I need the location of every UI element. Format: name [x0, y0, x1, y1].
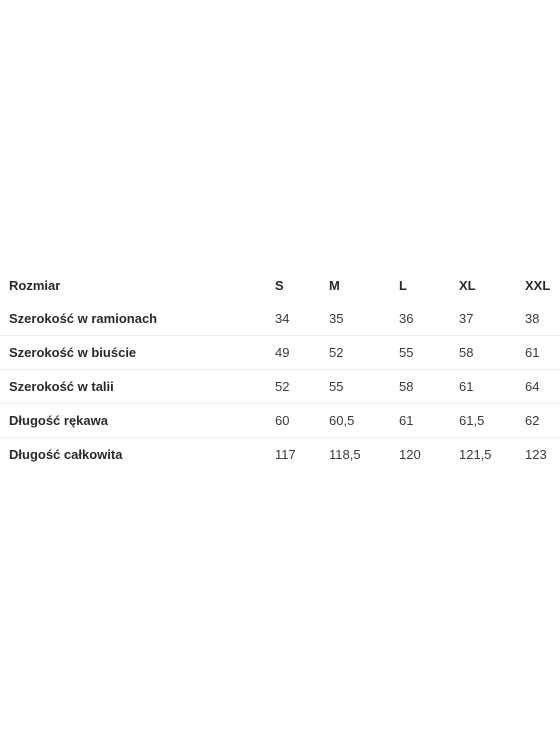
header-size-l: L — [399, 278, 407, 293]
row-label: Szerokość w biuście — [0, 336, 275, 370]
cell-value: 61,5 — [459, 404, 525, 438]
header-size-xl: XL — [459, 278, 476, 293]
cell-value: 118,5 — [329, 438, 399, 472]
cell-value: 58 — [459, 336, 525, 370]
table-row-waist-width — [0, 370, 560, 404]
row-label: Szerokość w ramionach — [9, 311, 158, 326]
cell-value: 121,5 — [459, 438, 525, 472]
cell-value: 55 — [329, 370, 399, 404]
header-size-xxl: XXL — [525, 278, 551, 293]
table-header-row — [0, 269, 560, 302]
cell-value: 62 — [525, 404, 560, 438]
header-size-m: M — [329, 278, 340, 293]
cell-value: 55 — [399, 336, 459, 370]
cell-value: 120 — [399, 438, 459, 472]
cell-value: 60 — [275, 404, 329, 438]
cell-value: 61 — [459, 370, 525, 404]
row-label: Długość całkowita — [0, 438, 275, 472]
header-size-s: S — [275, 278, 284, 293]
cell-value: 58 — [399, 370, 459, 404]
cell-value: 37 — [459, 311, 474, 326]
cell-value: 61 — [525, 336, 560, 370]
cell-value: 61 — [399, 404, 459, 438]
cell-value: 52 — [329, 336, 399, 370]
cell-value: 64 — [525, 370, 560, 404]
cell-value: 52 — [275, 370, 329, 404]
cell-value: 60,5 — [329, 404, 399, 438]
table-row-bust-width — [0, 336, 560, 370]
cell-value: 123 — [525, 438, 560, 472]
size-chart-table — [0, 269, 560, 471]
header-size-label: Rozmiar — [9, 278, 61, 293]
cell-value: 35 — [329, 311, 344, 326]
row-label: Długość rękawa — [0, 404, 275, 438]
table-row-total-length — [0, 438, 560, 472]
cell-value: 38 — [525, 311, 540, 326]
cell-value: 34 — [275, 311, 290, 326]
cell-value: 117 — [275, 438, 329, 472]
cell-value: 49 — [275, 336, 329, 370]
row-label: Szerokość w talii — [0, 370, 275, 404]
table-row-shoulder-width — [0, 302, 560, 336]
table-row-sleeve-length — [0, 404, 560, 438]
cell-value: 36 — [399, 311, 414, 326]
